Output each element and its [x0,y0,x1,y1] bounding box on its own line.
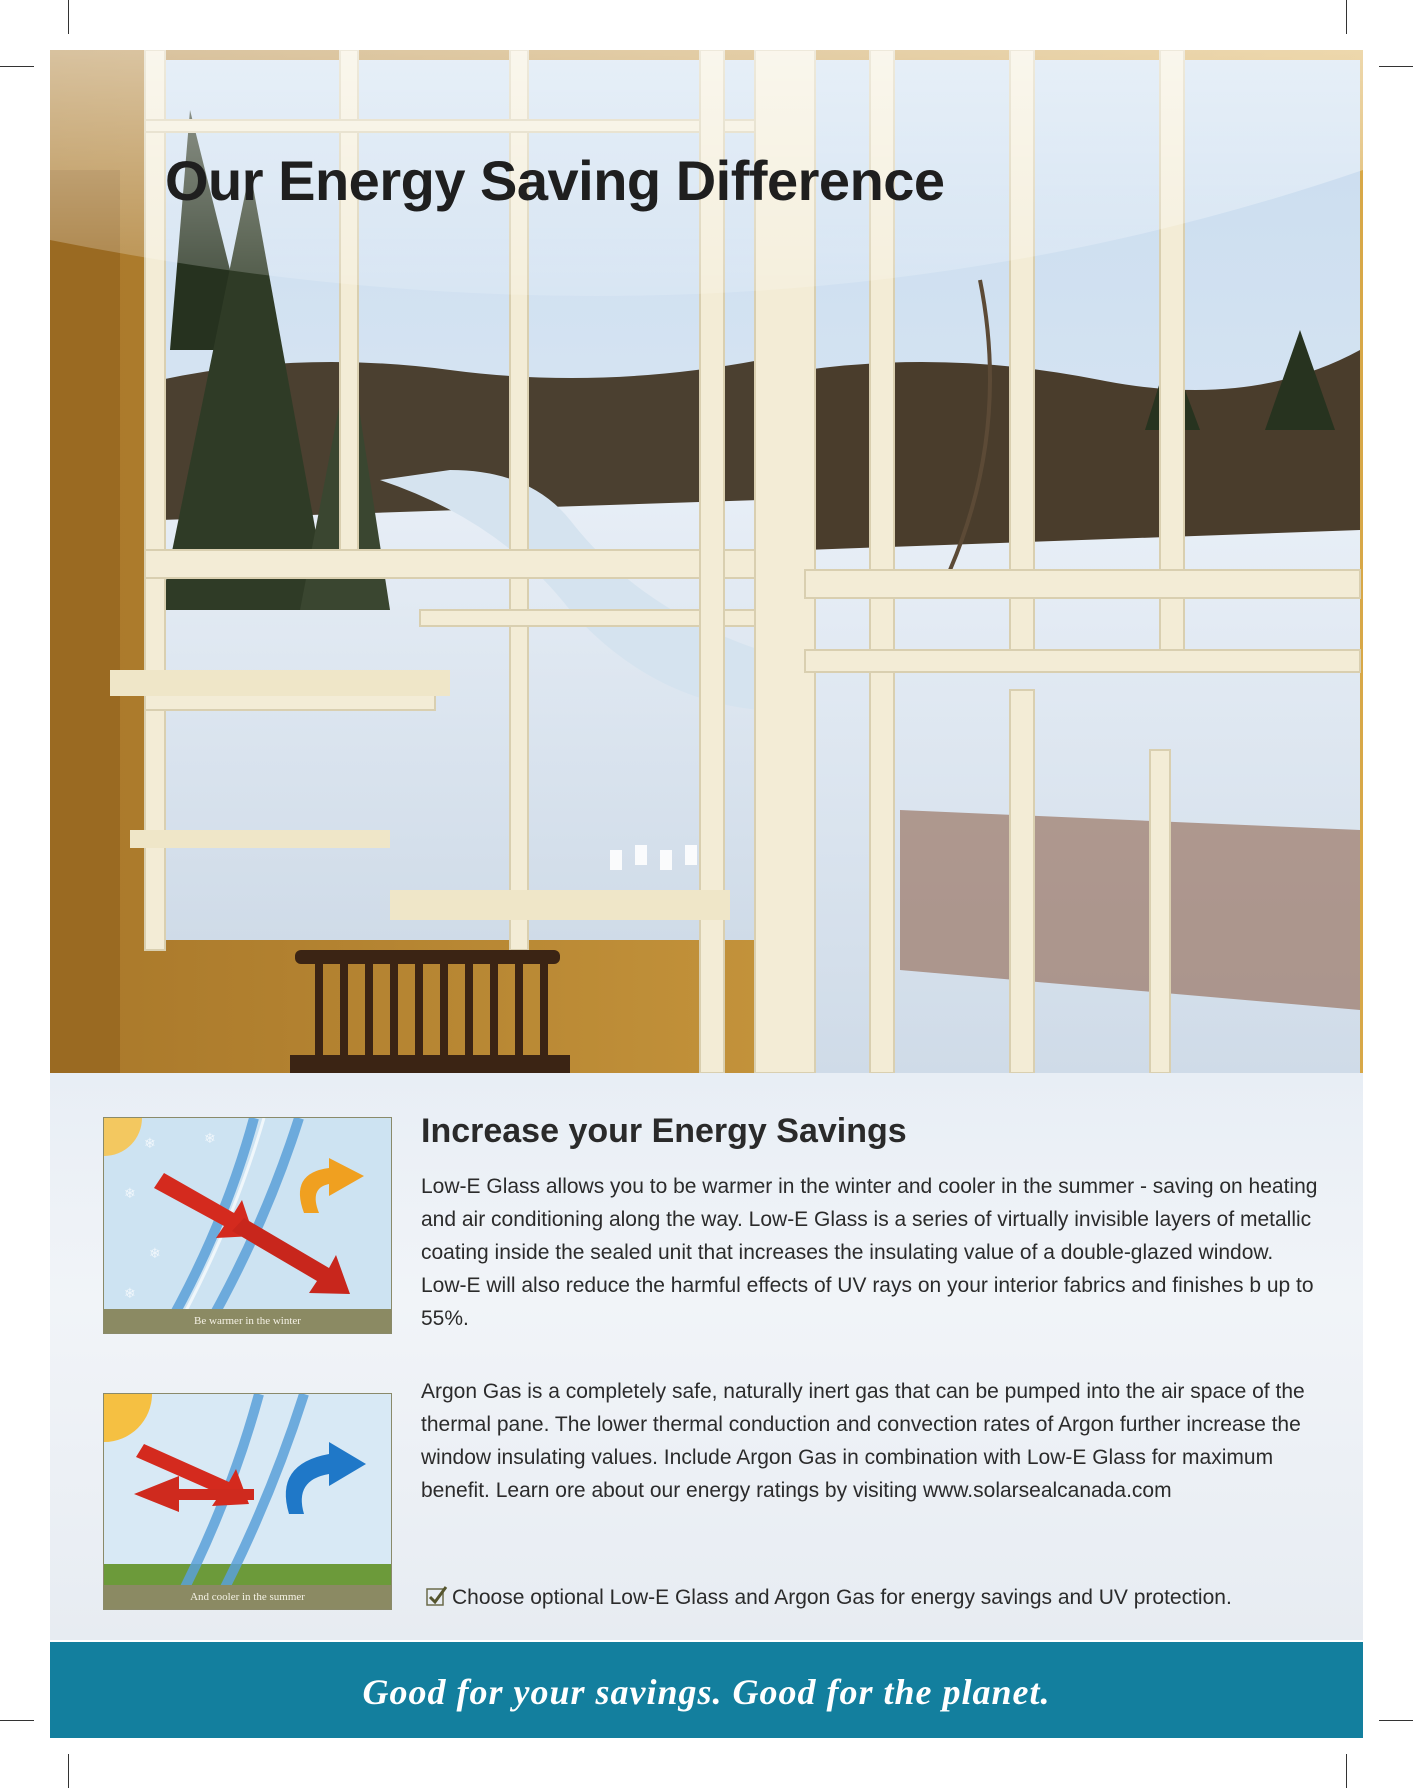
summer-caption: And cooler in the summer [104,1585,391,1609]
crop-mark [68,0,69,34]
section-heading: Increase your Energy Savings [421,1112,907,1150]
crop-mark [0,66,34,67]
svg-text:❄: ❄ [144,1135,156,1151]
crop-mark [1379,1720,1413,1721]
argon-paragraph: Argon Gas is a completely safe, naturally inert gas that can be pumped into the air space of the thermal pane. The lower thermal conduction and convection rates of Argon further increase the window insulating values. Include Argon Gas in combination with Low-E Glass for maximum benefit. Learn ore about our energy ratings by visiting www.solarsealcanada.com [421,1380,1305,1502]
page-title: Our Energy Saving Difference [165,149,945,212]
summer-low-e-diagram-icon [104,1394,391,1609]
svg-text:❄: ❄ [124,1285,136,1301]
checkmark-icon [426,1585,448,1607]
crop-mark [0,1720,34,1721]
svg-text:❄: ❄ [149,1245,161,1261]
checklist-text: Choose optional Low-E Glass and Argon Gas for energy savings and UV protection. [452,1586,1232,1609]
slogan: Good for your savings. Good for the planet. [362,1672,1051,1712]
info-panel [50,1073,1363,1640]
hero-photo [50,50,1363,1073]
footer-banner [50,1642,1363,1738]
low-e-paragraph: Low-E Glass allows you to be warmer in the winter and cooler in the summer - saving on heating and air conditioning along the way. Low-E Glass is a series of virtually invisible layers of metallic coating inside the sealed unit that increases the insulating value of a double-glazed window. Low-E will also reduce the harmful effects of UV rays on your interior fabrics and finishes b up to 55%. [421,1175,1318,1330]
svg-text:❄: ❄ [204,1130,216,1146]
winter-diagram [103,1117,392,1334]
crop-mark [1346,0,1347,34]
svg-text:❄: ❄ [124,1185,136,1201]
crop-mark [1346,1754,1347,1788]
crop-mark [68,1754,69,1788]
winter-caption: Be warmer in the winter [104,1309,391,1333]
summer-diagram [103,1393,392,1610]
checklist-item [426,1585,1232,1610]
winter-low-e-diagram-icon [104,1118,391,1333]
crop-mark [1379,66,1413,67]
